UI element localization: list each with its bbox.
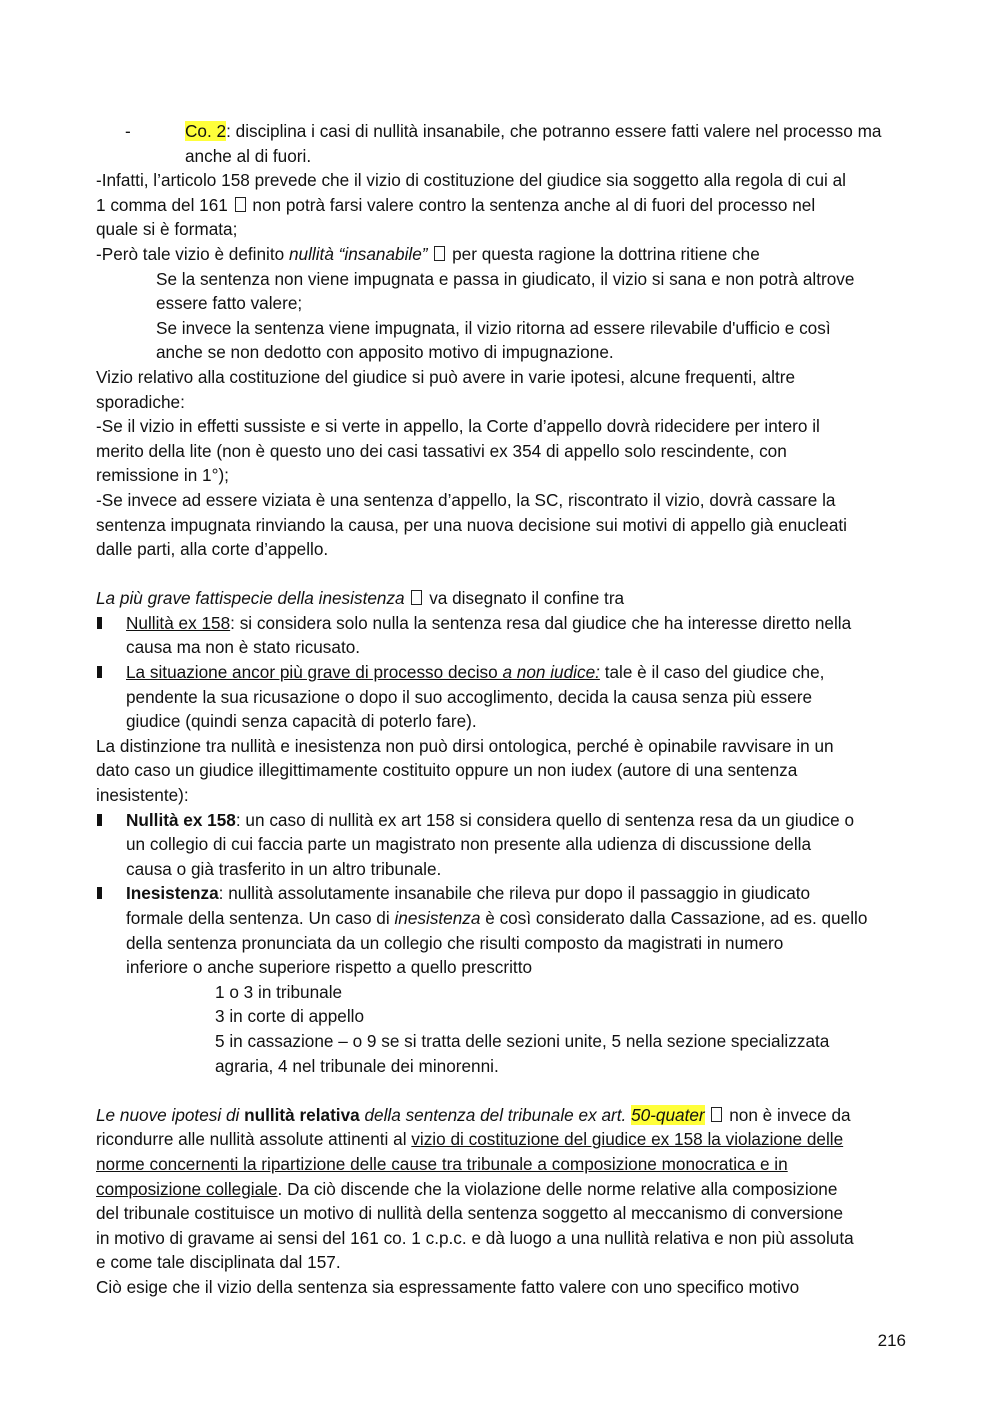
paragraph-line: quale si è formata; <box>96 219 238 240</box>
paragraph-line: composizione collegiale. Da ciò discende che la violazione delle norme relative alla composizione <box>96 1178 838 1199</box>
highlight: Co. 2 <box>185 121 227 141</box>
paragraph-line: norme concernenti la ripartizione delle cause tra tribunale a composizione monocratica e in <box>96 1153 788 1174</box>
paragraph-line: 1 comma del 161 non potrà farsi valere contro la sentenza anche al di fuori del processo nel <box>96 194 816 215</box>
bullet-icon <box>96 611 126 660</box>
paragraph-line: -Infatti, l’articolo 158 prevede che il vizio di costituzione del giudice sia soggetto alla regola di cui al <box>96 170 846 191</box>
bullet-item: Nullità ex 158: un caso di nullità ex art 158 si considera quello di sentenza resa da un giudice o un collegio di cui faccia parte un magistrato non presente alla udienza di discussione della causa o già trasferito in un altro tribunale. <box>96 808 912 882</box>
page-number: 216 <box>877 1331 906 1350</box>
paragraph-line: La distinzione tra nullità e inesistenza non può dirsi ontologica, perché è opinabile ravvisare in un <box>96 735 834 756</box>
paragraph-line: sentenza impugnata rinviando la causa, per una nuova decisione sui motivi di appello già enucleati <box>96 514 848 535</box>
paragraph-line: inesistente): <box>96 785 189 806</box>
dash-marker: - <box>125 121 131 141</box>
paragraph-line: -Però tale vizio è definito nullità “insanabile” per questa ragione la dottrina ritiene che <box>96 243 760 264</box>
paragraph-line: Ciò esige che il vizio della sentenza sia espressamente fatto valere con uno specifico motivo <box>96 1276 800 1297</box>
paragraph-line: dato caso un giudice illegittimamente costituito oppure un non iudex (autore di una sentenza <box>96 760 798 781</box>
paragraph-line: Le nuove ipotesi di nullità relativa della sentenza del tribunale ex art. 50-quater non è invece da <box>96 1104 851 1125</box>
highlight: 50-quater <box>631 1104 705 1125</box>
sub-list: 1 o 3 in tribunale 3 in corte di appello 5 in cassazione – o 9 se si tratta delle sezioni unite, 5 nella sezione specializzata agraria, 4 nel tribunale dei minorenni. <box>215 981 830 1076</box>
paragraph-line: dalle parti, alla corte d’appello. <box>96 539 329 560</box>
paragraph-line: ricondurre alle nullità assolute attinenti al vizio di costituzione del giudice ex 158 la violazione delle <box>96 1129 844 1150</box>
arrow-icon <box>411 590 422 605</box>
paragraph-line: remissione in 1°); <box>96 465 229 486</box>
arrow-icon <box>434 246 445 261</box>
paragraph-line: Vizio relativo alla costituzione del giudice si può avere in varie ipotesi, alcune frequenti, altre <box>96 366 796 387</box>
bullet-icon <box>96 881 126 979</box>
bullet-icon <box>96 808 126 882</box>
arrow-icon <box>711 1107 722 1122</box>
bullet-item: Inesistenza: nullità assolutamente insanabile che rileva pur dopo il passaggio in giudicato formale della sentenza. Un caso di inesistenza è così considerato dalla Cassazione, ad es. quello della sentenza pronunciata da un collegio che risulti composto da magistrati in numero inferiore o anche superiore rispetto a quello prescritto <box>96 881 912 979</box>
paragraph-line: in motivo di gravame ai sensi del 161 co. 1 c.p.c. e dà luogo a una nullità relativa e non più assoluta <box>96 1227 854 1248</box>
bullet-icon <box>96 660 126 734</box>
paragraph-line: merito della lite (non è questo uno dei casi tassativi ex 354 di appello solo rescindente, con <box>96 440 787 461</box>
indented-block: Se la sentenza non viene impugnata e passa in giudicato, il vizio si sana e non potrà altrove essere fatto valere; Se invece la sentenza viene impugnata, il vizio ritorna ad essere rilevabile d'ufficio e così anche se non dedotto con apposito motivo di impugnazione. <box>156 268 855 363</box>
bullet-item: Nullità ex 158: si considera solo nulla la sentenza resa dal giudice che ha interesse diretto nella causa ma non è stato ricusato. <box>96 611 912 660</box>
arrow-icon <box>235 197 246 212</box>
paragraph-line: del tribunale costituisce un motivo di nullità della sentenza soggetto al meccanismo di conversione <box>96 1203 844 1224</box>
document-body <box>96 119 912 1300</box>
paragraph-line: -Se invece ad essere viziata è una sentenza d’appello, la SC, riscontrato il vizio, dovrà cassare la <box>96 489 836 510</box>
paragraph-line: -Se il vizio in effetti sussiste e si verte in appello, la Corte d’appello dovrà ridecidere per intero il <box>96 416 820 437</box>
bullet-item: La situazione ancor più grave di processo deciso a non iudice: tale è il caso del giudice che, pendente la sua ricusazione o dopo il suo accoglimento, decida la causa senza più essere giudice (quindi senza capacità di poterlo fare). <box>96 660 912 734</box>
paragraph-line: La più grave fattispecie della inesistenza va disegnato il confine tra <box>96 588 625 609</box>
paragraph-line: sporadiche: <box>96 391 185 412</box>
paragraph-line: e come tale disciplinata dal 157. <box>96 1252 341 1273</box>
list-item: - Co. 2: disciplina i casi di nullità insanabile, che potranno essere fatti valere nel processo ma anche al di fuori. <box>96 119 912 168</box>
